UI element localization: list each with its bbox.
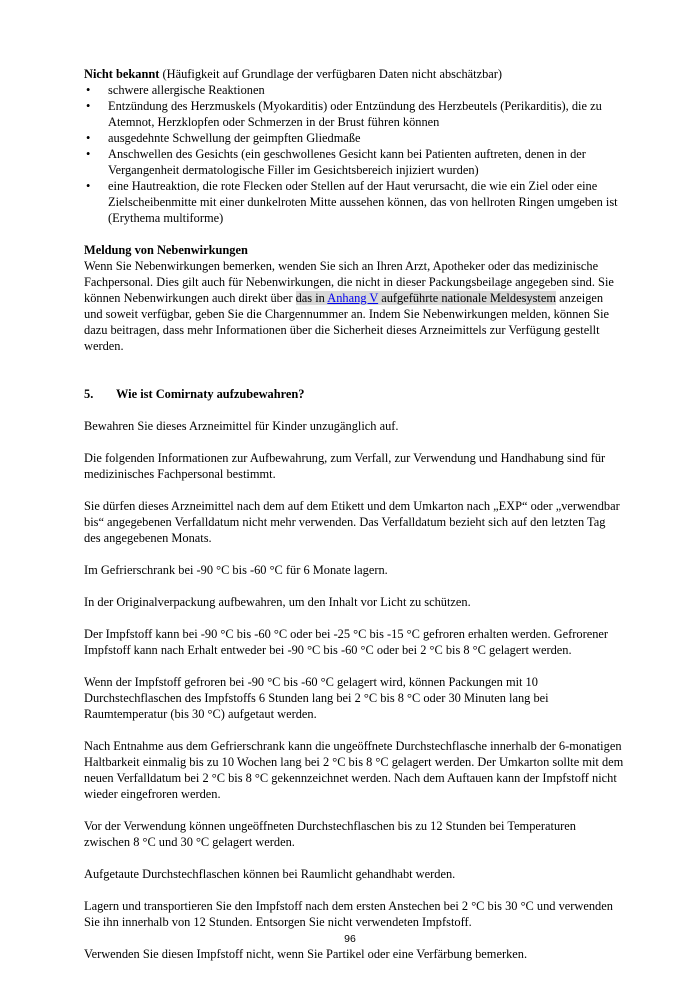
paragraph: Im Gefrierschrank bei -90 °C bis -60 °C für 6 Monate lagern. — [84, 563, 388, 577]
not-known-header — [84, 66, 624, 82]
reporting-heading: Meldung von Nebenwirkungen — [84, 243, 248, 257]
list-item: • Entzündung des Herzmuskels (Myokarditis) oder Entzündung des Herzbeutels (Perikarditis), die zu Atemnot, Herzklopfen oder Schmerzen in der Brust führen können — [84, 98, 624, 130]
paragraph: Sie dürfen dieses Arzneimittel nach dem auf dem Etikett und dem Umkarton nach „EXP“ oder „verwendbar bis“ angegebenen Verfalldatum nicht mehr verwenden. Das Verfalldatum bezieht sich auf den letzten Tag des angegebenen Monats. — [84, 499, 620, 545]
section-title: Wie ist Comirnaty aufzubewahren? — [116, 387, 305, 401]
list-item: • eine Hautreaktion, die rote Flecken oder Stellen auf der Haut verursacht, die wie ein Ziel oder eine Zielscheibenmitte mit einer dunkelroten Mitte aussehen können, das von hellroten Ringen umgeben ist (Erythema multiforme) — [84, 178, 624, 226]
paragraph: Verwenden Sie diesen Impfstoff nicht, wenn Sie Partikel oder eine Verfärbung bemerken. — [84, 947, 528, 961]
section-number: 5. — [84, 387, 94, 401]
not-known-heading: Nicht bekannt — [84, 67, 160, 81]
side-effects-list — [84, 82, 624, 226]
paragraph: Die folgenden Informationen zur Aufbewahrung, zum Verfall, zur Verwendung und Handhabung sind für medizinisches Fachpersonal bestimmt. — [84, 451, 606, 481]
paragraph: Wenn der Impfstoff gefroren bei -90 °C bis -60 °C gelagert wird, können Packungen mit 10 Durchstechflaschen des Impfstoffs 6 Stunden lang bei 2 °C bis 8 °C oder 30 Minuten lang bei Raumtemperatur (bis 30 °C) aufgetaut werden. — [84, 675, 549, 721]
page-number: 96 — [344, 933, 356, 945]
paragraph: Aufgetaute Durchstechflaschen können bei Raumlicht gehandhabt werden. — [84, 867, 456, 881]
not-known-subtitle: (Häufigkeit auf Grundlage der verfügbaren Daten nicht abschätzbar) — [162, 67, 503, 81]
highlighted-reference: das in Anhang V aufgeführte nationale Meldesystem — [295, 291, 556, 305]
list-item: • ausgedehnte Schwellung der geimpften Gliedmaße — [84, 130, 624, 146]
paragraph: Bewahren Sie dieses Arzneimittel für Kinder unzugänglich auf. — [84, 419, 399, 433]
list-item: • schwere allergische Reaktionen — [84, 82, 624, 98]
paragraph: Der Impfstoff kann bei -90 °C bis -60 °C oder bei -25 °C bis -15 °C gefroren erhalten werden. Gefrorener Impfstoff kann nach Erhalt entweder bei -90 °C bis -60 °C oder bei 2 °C bis 8 °C gelagert werden. — [84, 627, 609, 657]
list-item: • Anschwellen des Gesichts (ein geschwollenes Gesicht kann bei Patienten auftreten, denen in der Vergangenheit dermatologische Filler im Gesichtsbereich injiziert wurden) — [84, 146, 624, 178]
page-content — [84, 66, 624, 962]
paragraph: Nach Entnahme aus dem Gefrierschrank kann die ungeöffnete Durchstechflasche innerhalb der 6-monatigen Haltbarkeit einmalig bis zu 10 Wochen lang bei 2 °C bis 8 °C gelagert werden. Der Umkarton sollte mit dem neuen Verfalldatum bei 2 °C bis 8 °C gekennzeichnet werden. Nach dem Auftauen kann der Impfstoff nicht wieder eingefroren werden. — [84, 739, 624, 801]
reporting-paragraph: Wenn Sie Nebenwirkungen bemerken, wenden Sie sich an Ihren Arzt, Apotheker oder das medizinische Fachpersonal. Dies gilt auch für Nebenwirkungen, die nicht in dieser Packungsbeilage angegeben sind. Sie können Nebenwirkungen auch direkt über das in Anhang V aufgeführte nationale Meldesystem anzeigen und soweit verfügbar, geben Sie die Chargennummer an. Indem Sie Nebenwirkungen melden, können Sie dazu beitragen, dass mehr Informationen über die Sicherheit dieses Arzneimittels zur Verfügung gestellt werden. — [84, 259, 614, 353]
paragraph: In der Originalverpackung aufbewahren, um den Inhalt vor Licht zu schützen. — [84, 595, 471, 609]
paragraph: Vor der Verwendung können ungeöffneten Durchstechflaschen bis zu 12 Stunden bei Temperaturen zwischen 8 °C und 30 °C gelagert werden. — [84, 819, 576, 849]
paragraph: Lagern und transportieren Sie den Impfstoff nach dem ersten Anstechen bei 2 °C bis 30 °C und verwenden Sie ihn innerhalb von 12 Stunden. Entsorgen Sie nicht verwendeten Impfstoff. — [84, 899, 613, 929]
annex-v-link[interactable]: Anhang V — [327, 291, 379, 305]
section-heading — [84, 386, 624, 402]
